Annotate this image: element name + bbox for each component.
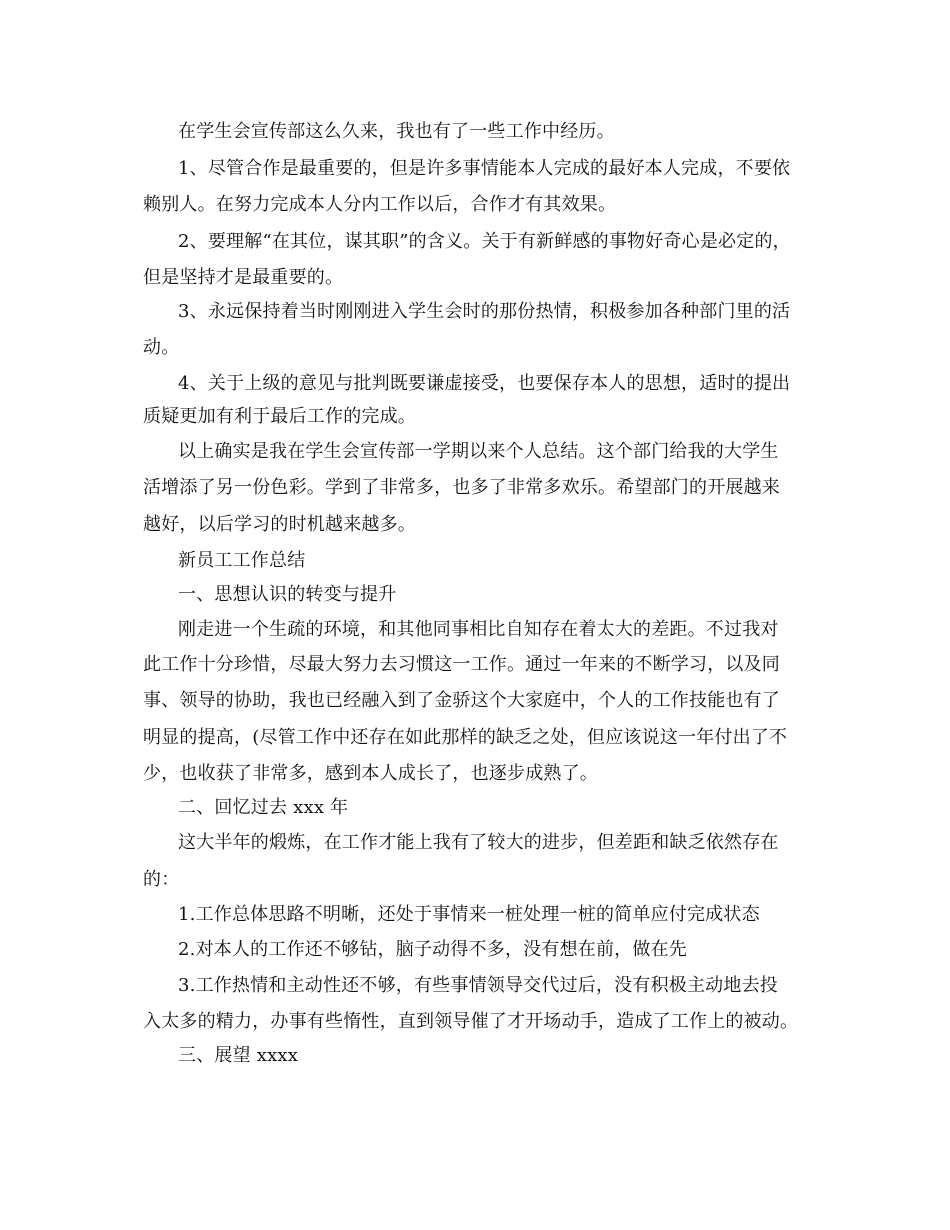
paragraph-line: 动。 [143, 337, 180, 358]
section-heading: 一、思想认识的转变与提升 [178, 584, 397, 605]
paragraph-line: 刚走进一个生疏的环境，和其他同事相比自知存在着太大的差距。不过我对 [178, 619, 779, 640]
paragraph-line: 赖别人。在努力完成本人分内工作以后，合作才有其效果。 [143, 194, 617, 215]
paragraph-line: 活增添了另一份色彩。学到了非常多，也多了非常多欢乐。希望部门的开展越来 [143, 477, 780, 498]
paragraph-line: 越好，以后学习的时机越来越多。 [143, 514, 416, 535]
paragraph-line: 少，也收获了非常多，感到本人成长了，也逐步成熟了。 [143, 763, 598, 784]
paragraph-line: 明显的提高，(尽管工作中还存在如此那样的缺乏之处，但应该说这一年付出了不 [143, 727, 788, 748]
list-item: 3.工作热情和主动性还不够，有些事情领导交代过后，没有积极主动地去投 [178, 975, 778, 996]
section-heading: 三、展望 xxxx [178, 1045, 299, 1066]
paragraph-line: 4、关于上级的意见与批判既要谦虚接受，也要保存本人的思想，适时的提出 [178, 373, 791, 394]
paragraph-line: 入太多的精力，办事有些惰性，直到领导催了才开场动手，造成了工作上的被动。 [143, 1011, 799, 1032]
paragraph-line: 1、尽管合作是最重要的，但是许多事情能本人完成的最好本人完成，不要依 [178, 158, 791, 179]
list-item: 2.对本人的工作还不够钻，脑子动得不多，没有想在前，做在先 [178, 939, 687, 960]
paragraph-line: 但是坚持才是最重要的。 [143, 267, 344, 288]
section-heading: 新员工工作总结 [178, 550, 306, 571]
paragraph-line: 在学生会宣传部这么久来，我也有了一些工作中经历。 [178, 121, 615, 142]
paragraph-line: 的： [143, 869, 180, 890]
paragraph-line: 2、要理解“在其位，谋其职”的含义。关于有新鲜感的事物好奇心是必定的， [178, 231, 791, 252]
paragraph-line: 以上确实是我在学生会宣传部一学期以来个人总结。这个部门给我的大学生 [178, 441, 779, 462]
paragraph-line: 这大半年的煅炼，在工作才能上我有了较大的进步，但差距和缺乏依然存在 [178, 832, 779, 853]
paragraph-line: 事、领导的协助，我也已经融入到了金骄这个大家庭中，个人的工作技能也有了 [143, 690, 780, 711]
list-item: 1.工作总体思路不明晰，还处于事情来一桩处理一桩的简单应付完成状态 [178, 904, 760, 925]
paragraph-line: 此工作十分珍惜，尽最大努力去习惯这一工作。通过一年来的不断学习，以及同 [143, 654, 780, 675]
paragraph-line: 3、永远保持着当时刚刚进入学生会时的那份热情，积极参加各种部门里的活 [178, 301, 791, 322]
paragraph-line: 质疑更加有利于最后工作的完成。 [143, 406, 416, 427]
section-heading: 二、回忆过去 xxx 年 [178, 797, 349, 818]
